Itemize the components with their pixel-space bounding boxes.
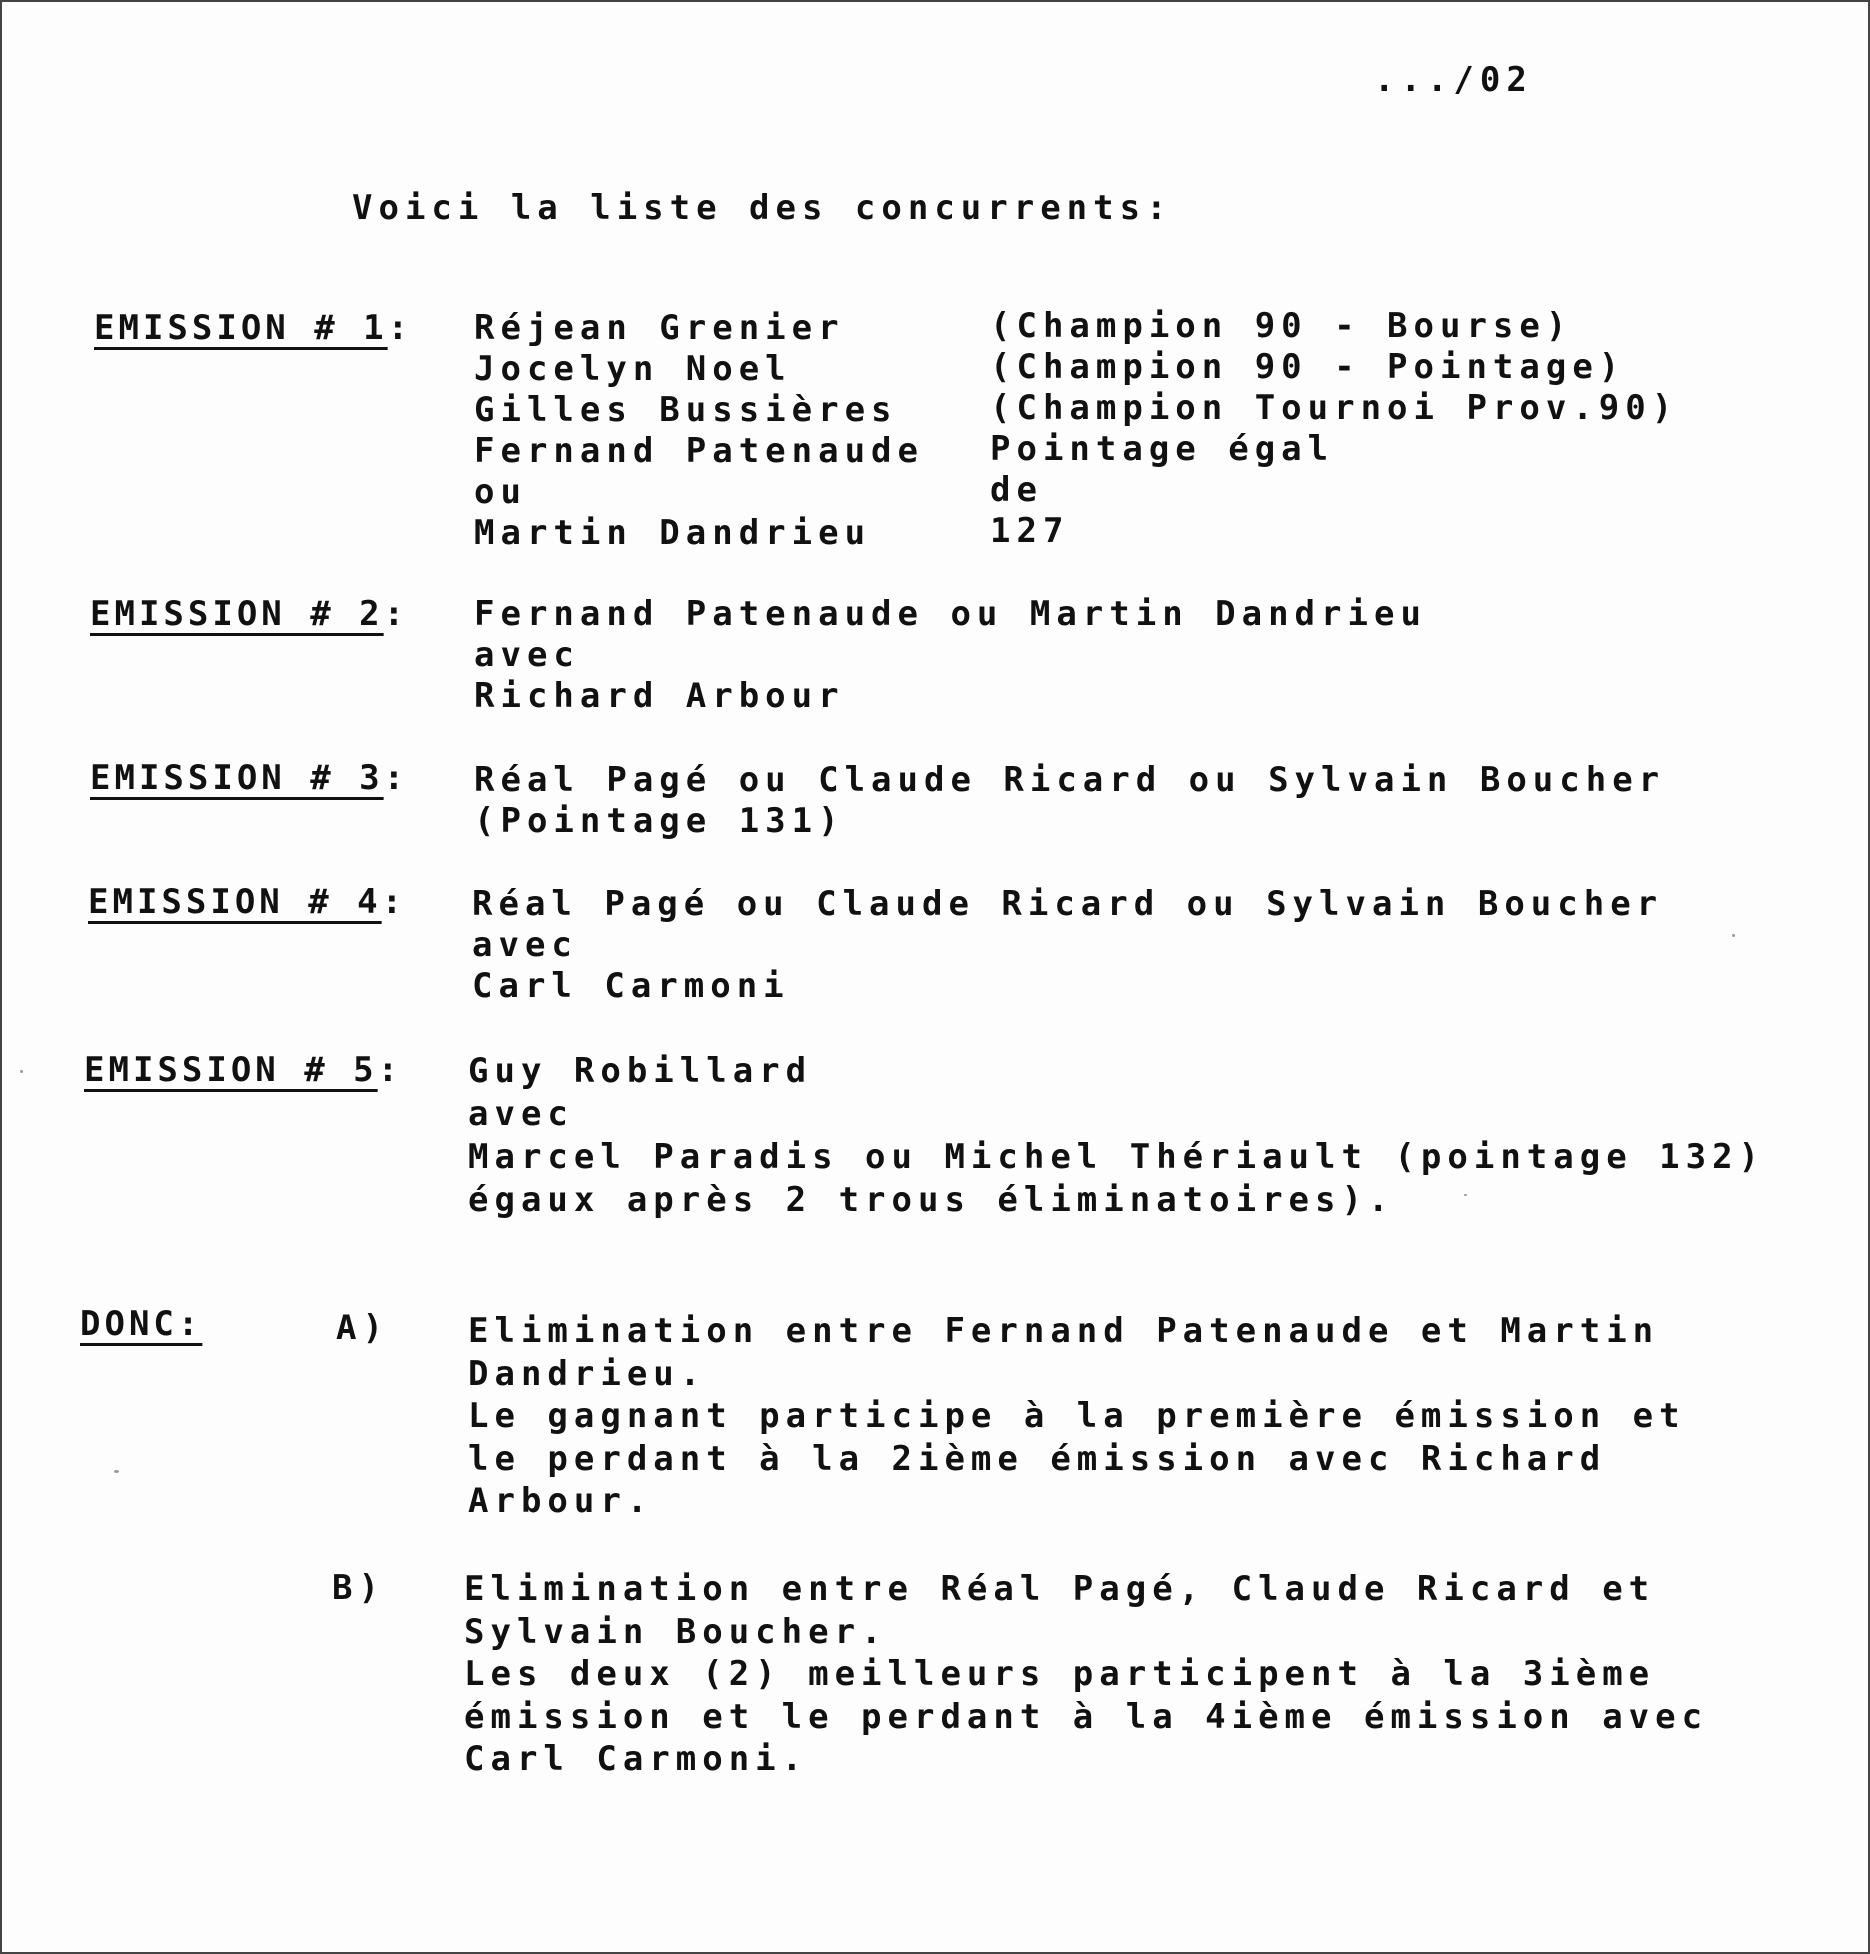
emission-1-name: Jocelyn Noel: [474, 349, 792, 389]
emission-5-line: Guy Robillard: [468, 1051, 813, 1091]
emission-3-lines: [474, 760, 1665, 842]
intro-heading: Voici la liste des concurrents:: [352, 188, 1173, 228]
donc-b-line: Carl Carmoni.: [464, 1739, 809, 1779]
emission-1-note: (Champion Tournoi Prov.90): [990, 388, 1679, 428]
emission-1-label-text: EMISSION # 1: [94, 308, 388, 348]
donc-b-line: Les deux (2) meilleurs participent à la 3ième: [464, 1654, 1656, 1694]
emission-1-name: Réjean Grenier: [474, 308, 845, 348]
donc-a-line: le perdant à la 2ième émission avec Richard: [468, 1438, 1607, 1479]
donc-b-lines: [464, 1568, 1708, 1781]
emission-4-lines: [472, 884, 1663, 1007]
emission-3-label-text: EMISSION # 3: [90, 758, 384, 798]
emission-5-label: EMISSION # 5:: [84, 1050, 403, 1090]
emission-5-label-text: EMISSION # 5: [84, 1050, 378, 1090]
emission-2-line: Richard Arbour: [474, 676, 845, 716]
emission-2-line: Fernand Patenaude ou Martin Dandrieu: [474, 594, 1427, 634]
emission-1-names: [474, 308, 924, 554]
emission-3-line: Réal Pagé ou Claude Ricard ou Sylvain Boucher: [474, 760, 1666, 800]
donc-b-line: Sylvain Boucher.: [464, 1611, 888, 1652]
donc-a-line: Elimination entre Fernand Patenaude et Martin: [468, 1311, 1660, 1351]
emission-2-label-text: EMISSION # 2: [90, 594, 384, 634]
emission-1-notes: [990, 306, 1678, 552]
emission-2-line: avec: [474, 635, 580, 675]
emission-5-line: égaux après 2 trous éliminatoires).: [468, 1180, 1395, 1220]
scan-speck: [20, 1070, 23, 1073]
emission-4-label-text: EMISSION # 4: [88, 882, 382, 922]
emission-1-note: 127: [990, 511, 1070, 551]
scan-speck: [114, 1470, 119, 1473]
emission-4-line: Carl Carmoni: [472, 966, 790, 1006]
emission-3-label: EMISSION # 3:: [90, 758, 409, 798]
emission-4-line: Réal Pagé ou Claude Ricard ou Sylvain Boucher: [472, 884, 1664, 924]
emission-1-name: Martin Dandrieu: [474, 513, 872, 553]
donc-label: [80, 1304, 202, 1344]
donc-a-line: Arbour.: [468, 1481, 654, 1521]
donc-b-line: Elimination entre Réal Pagé, Claude Ricard et: [464, 1569, 1656, 1609]
emission-1-name: Fernand Patenaude: [474, 431, 924, 471]
emission-4-line: avec: [472, 925, 578, 965]
emission-1-name: Gilles Bussières: [474, 390, 898, 430]
donc-a-marker: A): [336, 1308, 389, 1348]
donc-a-line: Le gagnant participe à la première émission et: [468, 1396, 1686, 1436]
emission-1-note: (Champion 90 - Bourse): [990, 306, 1573, 346]
donc-label-text: DONC:: [80, 1304, 203, 1344]
emission-1-note: (Champion 90 - Pointage): [990, 347, 1626, 387]
donc-a-line: Dandrieu.: [468, 1353, 707, 1394]
emission-4-label: EMISSION # 4:: [88, 882, 407, 922]
scan-speck: [1732, 934, 1735, 937]
emission-5-lines: [468, 1050, 1765, 1222]
emission-1-note: Pointage égal: [990, 429, 1335, 469]
scan-speck: [1464, 1194, 1467, 1196]
emission-2-label: EMISSION # 2:: [90, 594, 409, 634]
page-number: .../02: [1374, 60, 1533, 100]
emission-5-line: avec: [468, 1094, 574, 1134]
donc-b-marker: B): [332, 1568, 385, 1608]
emission-3-line: (Pointage 131): [474, 801, 845, 841]
donc-b-line: émission et le perdant à la 4ième émission avec: [464, 1696, 1709, 1737]
emission-1-label: EMISSION # 1:: [94, 308, 413, 348]
donc-a-lines: [468, 1310, 1686, 1523]
emission-2-lines: [474, 594, 1427, 717]
emission-5-line: Marcel Paradis ou Michel Thériault (pointage 132): [468, 1137, 1766, 1177]
emission-1-note: de: [990, 470, 1043, 510]
emission-1-name: ou: [474, 472, 527, 512]
